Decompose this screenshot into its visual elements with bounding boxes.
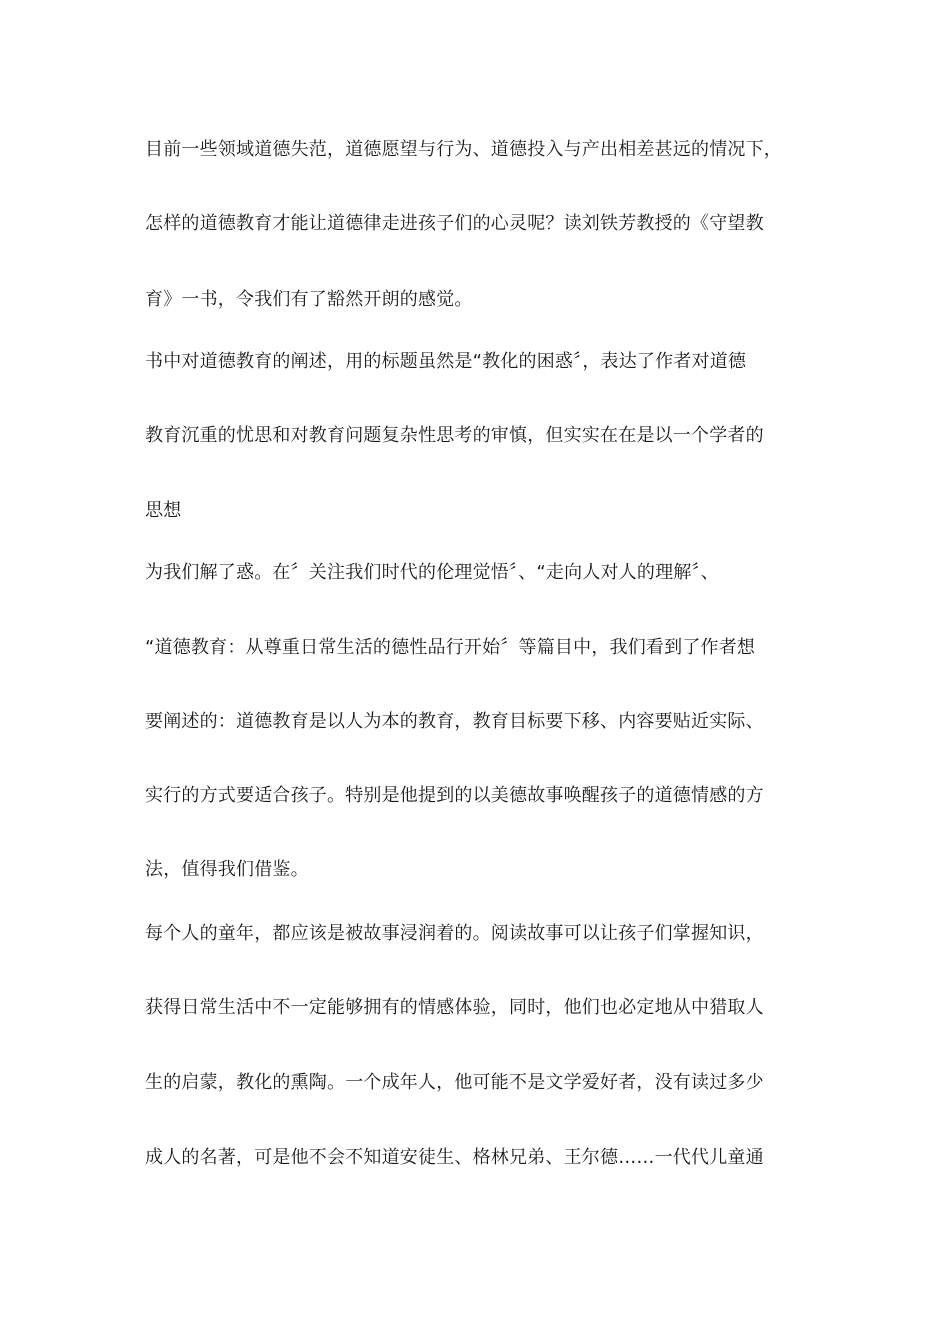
text-line: 获得日常生活中不一定能够拥有的情感体验，同时，他们也必定地从中猎取人 xyxy=(145,997,764,1018)
text-line: 怎样的道德教育才能让道德律走进孩子们的心灵呢？读刘铁芳教授的《守望教 xyxy=(145,213,764,234)
text-line: 生的启蒙，教化的熏陶。一个成年人，他可能不是文学爱好者，没有读过多少 xyxy=(145,1072,764,1093)
text-line: 每个人的童年，都应该是被故事浸润着的。阅读故事可以让孩子们掌握知识， xyxy=(145,923,764,944)
text-line: 育》一书，令我们有了豁然开朗的感觉。 xyxy=(145,289,473,310)
text-line: 实行的方式要适合孩子。特别是他提到的以美德故事唤醒孩子的道德情感的方 xyxy=(145,785,764,806)
text-line: 成人的名著，可是他不会不知道安徒生、格林兄弟、王尔德……一代代儿童通 xyxy=(145,1147,764,1168)
text-line: 思想 xyxy=(145,500,182,521)
text-line: 目前一些领域道德失范，道德愿望与行为、道德投入与产出相差甚远的情况下， xyxy=(145,139,782,160)
text-line: 书中对道德教育的阐述，用的标题虽然是“教化的困惑〞，表达了作者对道德 xyxy=(145,351,747,372)
text-line: “道德教育：从尊重日常生活的德性品行开始〞等篇目中，我们看到了作者想 xyxy=(145,637,756,658)
text-line: 法，值得我们借鉴。 xyxy=(145,859,309,880)
text-line: 要阐述的：道德教育是以人为本的教育，教育目标要下移、内容要贴近实际、 xyxy=(145,711,764,732)
text-line: 教育沉重的忧思和对教育问题复杂性思考的审慎，但实实在在是以一个学者的 xyxy=(145,425,764,446)
text-line: 为我们解了惑。在〞关注我们时代的伦理觉悟〞、“走向人对人的理解〞、 xyxy=(145,562,719,583)
